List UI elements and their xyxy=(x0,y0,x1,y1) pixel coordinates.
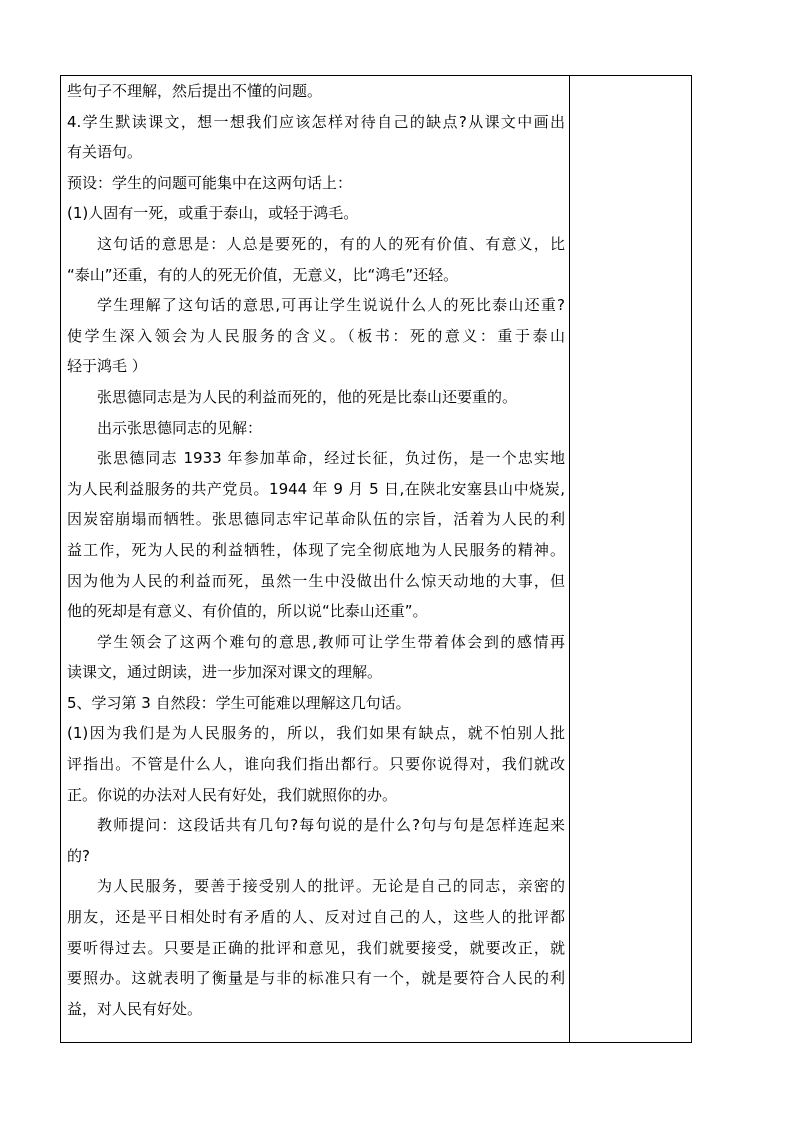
text-line: 使学生深入领会为人民服务的含义。（板书：死的意义：重于泰山 xyxy=(67,326,565,345)
text-line: 学生领会了这两个难句的意思,教师可让学生带着体会到的感情再 xyxy=(97,632,565,651)
text-line: 轻于鸿毛 ） xyxy=(67,357,147,376)
text-line: 的? xyxy=(67,846,90,865)
text-line: 朋友，还是平日相处时有矛盾的人、反对过自己的人，这些人的批评都 xyxy=(67,908,565,927)
text-line: 因为他为人民的利益而死，虽然一生中没做出什么惊天动地的大事，但 xyxy=(67,571,565,590)
text-line: (1)人固有一死，或重于泰山，或轻于鸿毛。 xyxy=(67,204,359,223)
text-line: 他的死却是有意义、有价值的，所以说“比泰山还重”。 xyxy=(67,602,428,621)
text-line: 有关语句。 xyxy=(67,143,143,162)
text-line: 出示张思德同志的见解： xyxy=(97,418,263,437)
text-line: 些句子不理解，然后提出不懂的问题。 xyxy=(67,82,323,100)
text-line: 教师提问：这段话共有几句?每句说的是什么?句与句是怎样连起来 xyxy=(97,816,565,835)
text-line: 要照办。这就表明了衡量是与非的标准只有一个，就是要符合人民的利 xyxy=(67,969,565,988)
text-line: 为人民利益服务的共产党员。1944 年 9 月 5 日,在陕北安塞县山中烧炭, xyxy=(67,479,565,498)
text-line: 这句话的意思是：人总是要死的，有的人的死有价值、有意义，比 xyxy=(97,234,565,253)
text-line: 预设：学生的问题可能集中在这两句话上： xyxy=(67,173,353,192)
lesson-content-cell xyxy=(67,76,565,1024)
text-line: 益工作，死为人民的利益牺牲，体现了完全彻底地为人民服务的精神。 xyxy=(67,540,565,559)
text-line: 读课文，通过朗读，进一步加深对课文的理解。 xyxy=(67,663,383,682)
notes-cell xyxy=(570,76,691,1042)
text-line: 因炭窑崩塌而牺牲。张思德同志牢记革命队伍的宗旨，活着为人民的利 xyxy=(67,510,565,529)
text-line: (1)因为我们是为人民服务的，所以，我们如果有缺点，就不怕别人批 xyxy=(67,724,565,743)
text-line: 学生理解了这句话的意思,可再让学生说说什么人的死比泰山还重? xyxy=(97,296,565,315)
text-line: 4.学生默读课文，想一想我们应该怎样对待自己的缺点?从课文中画出 xyxy=(67,112,565,131)
text-line: 为人民服务，要善于接受别人的批评。无论是自己的同志，亲密的 xyxy=(97,877,565,896)
text-line: 张思德同志 1933 年参加革命，经过长征，负过伤，是一个忠实地 xyxy=(97,449,565,468)
lesson-table xyxy=(60,75,692,1043)
text-line: 评指出。不管是什么人，谁向我们指出都行。只要你说得对，我们就改 xyxy=(67,755,565,774)
text-line: 张思德同志是为人民的利益而死的，他的死是比泰山还要重的。 xyxy=(97,387,518,406)
text-line: “泰山”还重，有的人的死无价值，无意义，比“鸿毛”还轻。 xyxy=(67,265,459,284)
text-line: 正。你说的办法对人民有好处，我们就照你的办。 xyxy=(67,785,398,804)
text-line: 5、学习第 3 自然段：学生可能难以理解这几句话。 xyxy=(67,693,411,712)
text-line: 益，对人民有好处。 xyxy=(67,999,203,1018)
text-line: 要听得过去。只要是正确的批评和意见，我们就要接受，就要改正，就 xyxy=(67,938,565,957)
